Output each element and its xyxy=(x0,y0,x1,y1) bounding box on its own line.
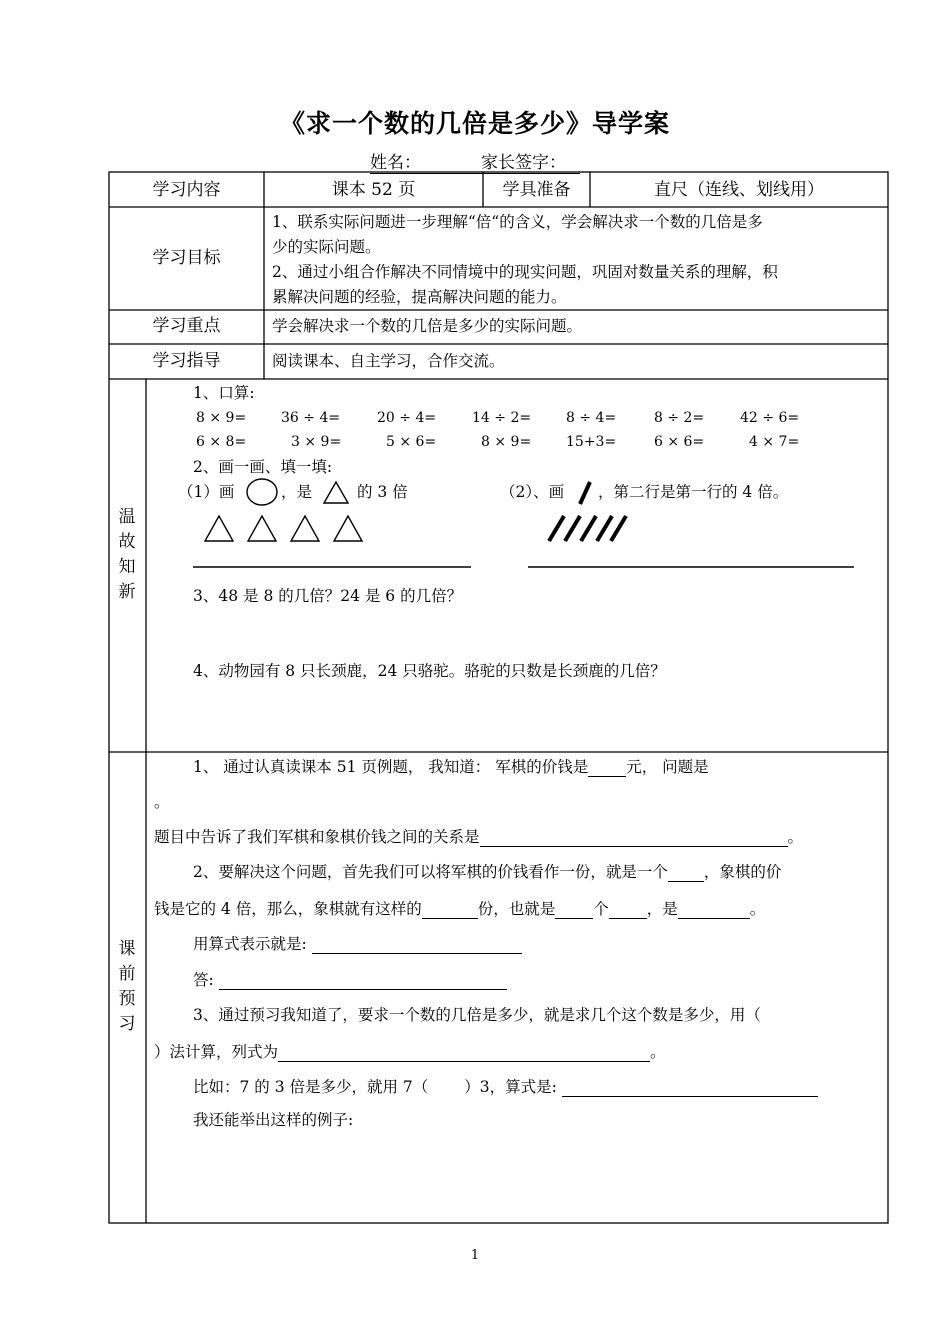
q1-title: 1、口算: xyxy=(193,384,255,402)
calc-item: 8 × 9= xyxy=(196,410,247,426)
label-tools: 学具准备 xyxy=(502,180,571,200)
blank-field[interactable] xyxy=(588,758,626,777)
calc-item: 42 ÷ 6= xyxy=(740,410,800,426)
triangle-shape xyxy=(334,516,362,541)
circle-shape xyxy=(247,479,277,505)
triangle-shape xyxy=(248,516,276,541)
q2b-text: ，第二行是第一行的 4 倍。 xyxy=(598,483,789,501)
slash-mark xyxy=(580,482,590,504)
page-title: 《求一个数的几倍是多少》导学案 xyxy=(279,109,670,138)
label-content: 学习内容 xyxy=(152,180,221,200)
p3-line2: ）法计算，列式为 。 xyxy=(154,1043,666,1061)
p3-line: 3、通过预习我知道了，要求一个数的几倍是多少，就是求几个这个数是多少，用（ xyxy=(193,1006,761,1024)
triangle-shape xyxy=(205,516,233,541)
p1-relation: 题目中告诉了我们军棋和象棋价钱之间的关系是 。 xyxy=(154,828,804,846)
goal-line: 少的实际问题。 xyxy=(272,238,381,256)
blank-field[interactable] xyxy=(555,900,593,919)
content-pages: 课本 52 页 xyxy=(331,180,416,200)
calc-item: 6 × 6= xyxy=(654,434,705,450)
slash-mark xyxy=(597,516,612,541)
triangle-shape xyxy=(291,516,319,541)
example-line: 比如：7 的 3 倍是多少，就用 7（ ）3，算式是: xyxy=(193,1077,818,1097)
calc-item: 6 × 8= xyxy=(196,434,247,450)
blank-field[interactable] xyxy=(480,828,788,847)
label-focus: 学习重点 xyxy=(152,316,221,336)
formula-line: 用算式表示就是: xyxy=(193,934,522,954)
blank-field[interactable] xyxy=(278,1043,650,1062)
q3-text: 3、48 是 8 的几倍？24 是 6 的几倍？ xyxy=(193,587,463,605)
formula-field[interactable] xyxy=(312,935,522,954)
blank-field[interactable] xyxy=(609,900,647,919)
preview-label: 课 前 预 习 xyxy=(118,939,136,1034)
calc-item: 36 ÷ 4= xyxy=(281,410,341,426)
calc-item: 3 × 9= xyxy=(291,434,342,450)
calc-item: 4 × 7= xyxy=(749,434,800,450)
p2-line: 2、要解决这个问题，首先我们可以将军棋的价钱看作一份，就是一个 ，象棋的价 xyxy=(193,863,782,881)
slash-mark xyxy=(549,516,564,541)
slash-mark xyxy=(581,516,596,541)
q2-title: 2、画一画、填一填: xyxy=(193,458,333,476)
label-goals: 学习目标 xyxy=(152,248,221,268)
more-examples: 我还能举出这样的例子: xyxy=(193,1111,354,1129)
guide-text: 阅读课本、自主学习，合作交流。 xyxy=(272,352,505,370)
blank-field[interactable] xyxy=(678,900,750,919)
goal-line: 2、通过小组合作解决不同情境中的现实问题，巩固对数量关系的理解，积 xyxy=(272,263,778,281)
goal-line: 1、联系实际问题进一步理解“倍“的含义，学会解决求一个数的几倍是多 xyxy=(272,213,763,231)
calc-item: 8 × 9= xyxy=(481,434,532,450)
calc-item: 20 ÷ 4= xyxy=(377,410,437,426)
focus-text: 学会解决求一个数的几倍是多少的实际问题。 xyxy=(272,317,583,335)
slash-mark xyxy=(611,516,626,541)
blank-field[interactable] xyxy=(562,1078,818,1097)
calc-item: 8 ÷ 2= xyxy=(654,410,705,426)
q4-text: 4、动物园有 8 只长颈鹿，24 只骆驼。骆驼的只数是长颈鹿的几倍？ xyxy=(193,662,666,680)
tools-value: 直尺（连线、划线用） xyxy=(654,180,824,200)
p2-line2: 钱是它的 4 倍，那么，象棋就有这样的 份，也就是 个 ，是 。 xyxy=(154,900,766,918)
triangle-shape xyxy=(324,482,348,503)
answer-field[interactable] xyxy=(219,971,507,990)
q2a-text: （1）画 xyxy=(178,483,235,501)
label-guide: 学习指导 xyxy=(152,351,221,371)
page-number: 1 xyxy=(470,1248,480,1263)
calc-item: 14 ÷ 2= xyxy=(472,410,532,426)
p1-end: 。 xyxy=(154,793,170,811)
q2a-text: ，是 xyxy=(281,483,313,501)
calc-item: 5 × 6= xyxy=(386,434,437,450)
goal-line: 累解决问题的经验，提高解决问题的能力。 xyxy=(272,288,567,306)
name-field[interactable]: 姓名： 家长签字： xyxy=(370,148,580,174)
slash-mark xyxy=(565,516,580,541)
calc-item: 8 ÷ 4= xyxy=(566,410,617,426)
p1-line: 1、 通过认真读课本 51 页例题， 我知道： 军棋的价钱是 元， 问题是 xyxy=(193,758,709,776)
blank-field[interactable] xyxy=(668,863,704,882)
calc-item: 15+3= xyxy=(566,434,617,450)
review-label: 温 故 知 新 xyxy=(118,507,136,602)
q2b-text: （2）、画 xyxy=(500,483,565,501)
q2a-text: 的 3 倍 xyxy=(357,483,408,501)
blank-field[interactable] xyxy=(422,900,478,919)
answer-line: 答: xyxy=(193,970,507,990)
